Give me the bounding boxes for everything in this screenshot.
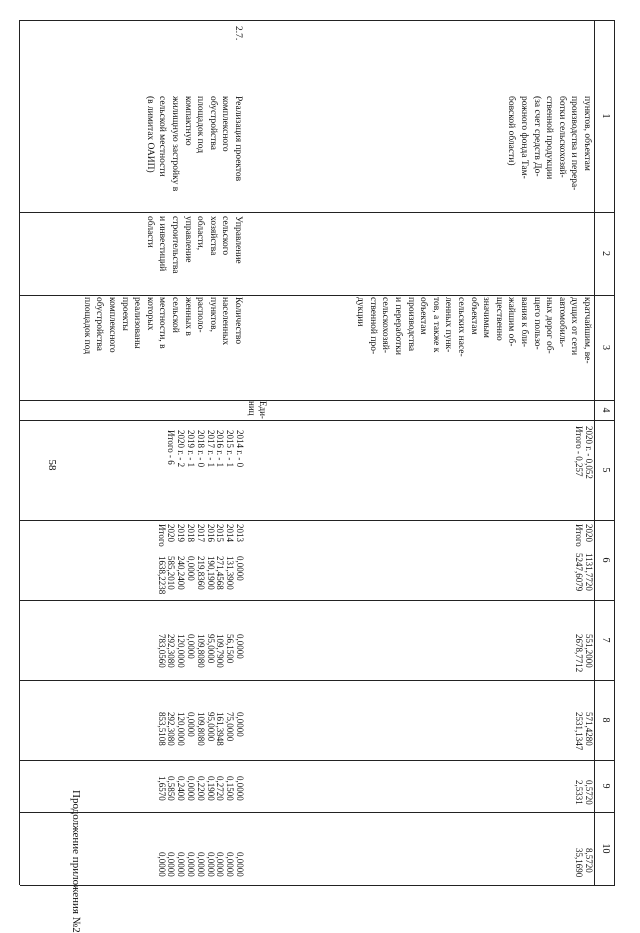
- row-2-7-col6-years: 2013 2014 2015 2016 2017 2018 2019 2020 Итого: [156, 524, 245, 547]
- cont-col6-years: 2020 Итого: [574, 524, 594, 547]
- cont-col5-text: 2020 г. - 0,052 Итого - 0,257: [574, 426, 594, 479]
- cont-col10-values: 8,5720 35,1690: [574, 848, 594, 878]
- col-line-1: [20, 212, 615, 213]
- row-2-7-col3: Количество населенных пунктов, располо- женных в сельской местности, в которых реализованы проекты комплексного обустройства площадок под: [81, 297, 243, 355]
- cont-col8-values: 571,4280 2531,1347: [574, 712, 594, 751]
- page-number: 58: [46, 459, 58, 471]
- row-2-7-col10-values: 0,0000 0,0000 0,0000 0,0000 0,0000 0,0000 0,0000 0,0000 0,0000: [156, 852, 245, 877]
- col-header-9: 9: [600, 783, 611, 789]
- header-row-border: [594, 20, 595, 885]
- col-line-0: [20, 20, 615, 21]
- col-line-3: [20, 400, 615, 401]
- col-line-2: [20, 295, 615, 296]
- row-2-7-col4: Еди- ниц: [247, 401, 268, 419]
- row-2-7-col2: Управление сельского хозяйства области, управление строительства и инвестиций области: [144, 216, 243, 274]
- row-2-7-col6-values: 0,0000 131,3900 271,4568 190,1900 219,8360 0,0000 240,2400 585,2010 1638,2238: [156, 556, 245, 595]
- row-2-7-col5: 2014 г. - 0 2015 г. - 1 2016 г. - 1 2017 г. - 1 2018 г. - 0 2019 г. - 1 2020 г. - 2 Итого - 6: [166, 430, 245, 468]
- appendix-header: Продолжение приложения №2: [70, 790, 82, 933]
- row-2-7-col7-values: 0,0000 56,1500 109,7900 95,0000 109,8080 0,0000 120,0000 292,3080 783,0560: [156, 634, 245, 668]
- col-header-8: 8: [600, 717, 611, 723]
- cont-col9-values: 0,5720 2,5331: [574, 780, 594, 805]
- cont-col7-values: 551,2000 2678,7712: [574, 634, 594, 673]
- table-bottom-border: [19, 20, 20, 885]
- col-line-8: [20, 760, 615, 761]
- cont-col3-text: кратчайшим, ве- дущих от сети автомобиль- ных дорог об- щего пользо- вания к бли- жайшим об- щественно значимым объектам сельских насе- ленных пунк- тов, а также к объектам производства и переработки сельскохозяй- ственной про- дукции: [355, 297, 592, 364]
- cont-col1-text: пунктов, объектам производства и перера- ботки сельскохозяй- ственной продукции (за счет средств До- рожного фонда Там- бовской области): [506, 96, 592, 191]
- col-line-7: [20, 680, 615, 681]
- cont-col6-values: 1131,7720 5247,6079: [574, 553, 594, 592]
- col-header-5: 5: [600, 467, 611, 473]
- table-top-border: [614, 20, 615, 885]
- row-2-7-col9-values: 0,0000 0,1500 0,2720 0,1900 0,2200 0,0000 0,2400 0,5850 1,6570: [156, 776, 245, 801]
- row-2-7-col8-values: 0,0000 75,0000 161,3948 95,0000 109,8080 0,0000 120,0000 292,3080 853,5108: [156, 712, 245, 746]
- col-header-7: 7: [600, 637, 611, 643]
- col-line-9: [20, 812, 615, 813]
- col-header-10: 10: [600, 843, 611, 854]
- col-header-4: 4: [600, 407, 611, 413]
- col-line-4: [20, 420, 615, 421]
- col-line-10: [20, 885, 615, 886]
- col-header-2: 2: [600, 251, 611, 256]
- col-line-6: [20, 600, 615, 601]
- col-header-1: 1: [600, 113, 611, 119]
- row-2-7-number: 2.7.: [233, 26, 243, 41]
- col-header-3: 3: [600, 345, 611, 350]
- col-header-6: 6: [600, 557, 611, 563]
- col-line-5: [20, 520, 615, 521]
- row-2-7-col1: Реализация проектов комплексного обустройства площадок под компактную жилищную застройку в сельской местности (в лимитах ОАИП): [144, 96, 243, 192]
